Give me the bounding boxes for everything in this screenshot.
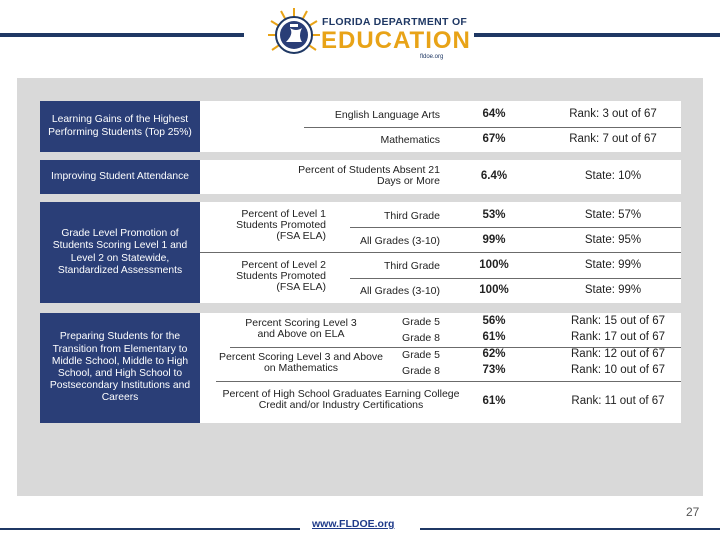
row-comparison: Rank: 7 out of 67 — [569, 133, 657, 145]
sun-emblem-icon — [266, 6, 322, 64]
row-sublabel: All Grades (3-10) — [360, 235, 440, 247]
fldoe-logo — [266, 6, 471, 64]
row-label: English Language Arts — [334, 109, 440, 121]
row-value: 99% — [482, 234, 506, 246]
group-label: Percent of Level 2 Students Promoted (FSA ELA) — [236, 259, 326, 293]
row-sublabel: Grade 8 — [402, 365, 440, 377]
row-comparison: Rank: 17 out of 67 — [571, 331, 665, 343]
row-value: 100% — [479, 259, 509, 271]
row-value: 62% — [482, 348, 506, 360]
row-comparison: State: 99% — [584, 259, 642, 271]
group-divider — [216, 381, 681, 382]
row-value: 56% — [482, 315, 506, 327]
row-sublabel: All Grades (3-10) — [360, 285, 440, 297]
row-value: 53% — [482, 209, 506, 221]
row-value: 73% — [482, 364, 506, 376]
row-sublabel: Grade 5 — [402, 349, 440, 361]
row-sublabel: Grade 8 — [402, 332, 440, 344]
row-value: 100% — [479, 284, 509, 296]
group-divider — [200, 252, 681, 253]
footer-rule-right — [420, 528, 720, 530]
row-comparison: Rank: 15 out of 67 — [571, 315, 665, 327]
group-label: Percent of Level 1 Students Promoted (FSA ELA) — [236, 208, 326, 242]
row-divider — [350, 227, 681, 228]
page-number: 27 — [686, 505, 700, 519]
row-value: 61% — [482, 331, 506, 343]
row-comparison: State: 57% — [584, 209, 642, 221]
row-divider — [304, 127, 681, 128]
row-label: Percent of Students Absent 21 Days or More — [298, 164, 440, 187]
org-site: fldoe.org — [420, 54, 444, 60]
org-word: EDUCATION — [321, 27, 471, 54]
group-label: Percent Scoring Level 3 and Above on ELA — [245, 317, 357, 340]
footer-rule-left — [0, 528, 300, 530]
row-comparison: State: 99% — [584, 284, 642, 296]
row-comparison: Rank: 10 out of 67 — [571, 364, 665, 376]
block-grade-promotion — [40, 202, 681, 303]
row-sublabel: Grade 5 — [402, 316, 440, 328]
row-value: 67% — [482, 133, 506, 145]
block-attendance — [40, 160, 681, 194]
row-value: 6.4% — [480, 170, 508, 182]
block-transition — [40, 313, 681, 423]
org-line: FLORIDA DEPARTMENT OF — [322, 16, 468, 28]
row-sublabel: Third Grade — [383, 260, 440, 272]
block-title: Preparing Students for the Transition from Elementary to Middle School, Middle to High School, and High School to Postsecondary Institutions and Careers — [40, 313, 200, 423]
row-comparison: Rank: 12 out of 67 — [571, 348, 665, 360]
row-comparison: State: 95% — [584, 234, 642, 246]
row-value: 64% — [482, 108, 506, 120]
row-comparison: Rank: 3 out of 67 — [569, 108, 657, 120]
row-divider — [350, 278, 681, 279]
block-title: Improving Student Attendance — [40, 160, 200, 194]
fldoe-website-link[interactable]: www.FLDOE.org — [312, 518, 395, 530]
final-row-label: Percent of High School Graduates Earning College Credit and/or Industry Certifications — [222, 388, 460, 411]
final-row-comparison: Rank: 11 out of 67 — [571, 395, 665, 407]
final-row-value: 61% — [482, 395, 506, 407]
row-comparison: State: 10% — [584, 170, 642, 182]
block-learning-gains — [40, 101, 681, 152]
row-label: Mathematics — [380, 134, 440, 146]
group-label: Percent Scoring Level 3 and Above on Mathematics — [218, 351, 384, 374]
block-title: Grade Level Promotion of Students Scoring Level 1 and Level 2 on Statewide, Standardized Assessments — [40, 202, 200, 303]
row-sublabel: Third Grade — [383, 210, 440, 222]
header-rule-left — [0, 33, 244, 37]
header-rule-right — [474, 33, 720, 37]
block-title: Learning Gains of the Highest Performing Students (Top 25%) — [40, 101, 200, 152]
